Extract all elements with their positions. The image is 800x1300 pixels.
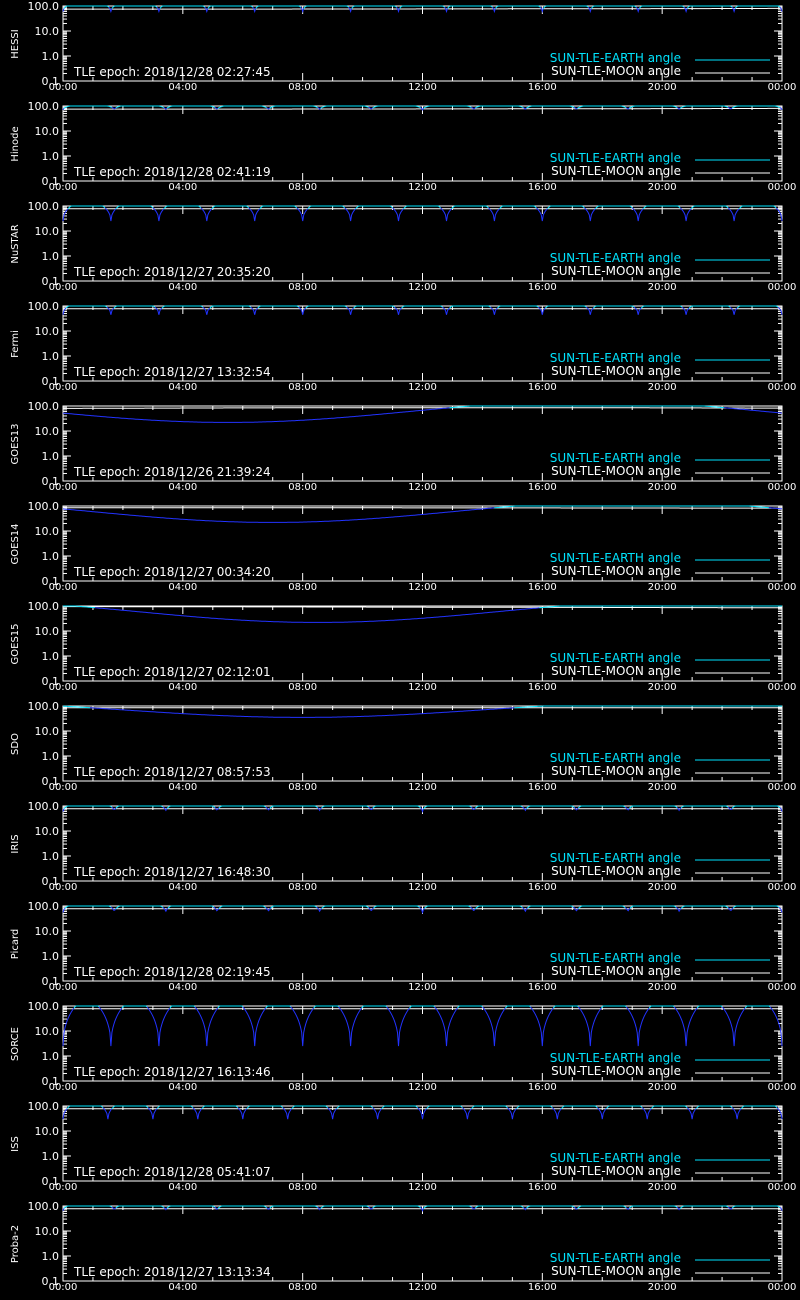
y-tick-label: 1.0 [41, 1250, 59, 1263]
x-tick-label: 12:00 [408, 382, 437, 393]
y-tick-label: 10.0 [34, 1225, 59, 1238]
y-tick-label: 1.0 [41, 250, 59, 263]
y-tick-label: 0.1 [41, 275, 59, 288]
y-tick-label: 10.0 [34, 825, 59, 838]
x-tick-label: 16:00 [527, 82, 557, 93]
x-tick-label: 12:00 [408, 882, 437, 893]
x-tick-label: 00:00 [767, 782, 797, 793]
legend-moon-label: SUN-TLE-MOON angle [551, 564, 681, 578]
y-tick-label: 100.0 [27, 1200, 59, 1213]
x-tick-label: 16:00 [527, 882, 557, 893]
satellite-label: SDO [10, 733, 21, 755]
tle-epoch: TLE epoch: 2018/12/28 02:19:45 [74, 965, 271, 979]
x-tick-label: 00:00 [48, 782, 78, 793]
x-tick-label: 00:00 [48, 882, 78, 893]
legend-earth-label: SUN-TLE-EARTH angle [549, 351, 681, 365]
x-tick-label: 16:00 [527, 1282, 557, 1293]
tle-epoch: TLE epoch: 2018/12/27 16:48:30 [74, 865, 271, 879]
x-tick-label: 00:00 [767, 582, 797, 593]
x-tick-label: 00:00 [767, 182, 797, 193]
satellite-label: NuSTAR [10, 224, 21, 264]
x-tick-label: 16:00 [527, 582, 557, 593]
y-tick-label: 10.0 [34, 725, 59, 738]
y-tick-label: 10.0 [34, 225, 59, 238]
tle-epoch: TLE epoch: 2018/12/26 21:39:24 [74, 465, 271, 479]
tle-epoch: TLE epoch: 2018/12/27 13:32:54 [74, 365, 271, 379]
x-tick-label: 20:00 [647, 1082, 677, 1093]
y-tick-label: 10.0 [34, 25, 59, 38]
satellite-label: GOES14 [10, 523, 21, 565]
y-tick-label: 1.0 [41, 650, 59, 663]
x-tick-label: 00:00 [48, 582, 78, 593]
tle-epoch: TLE epoch: 2018/12/28 05:41:07 [74, 1165, 271, 1179]
y-tick-label: 100.0 [27, 500, 59, 513]
x-tick-label: 00:00 [48, 982, 78, 993]
satellite-label: GOES15 [10, 623, 21, 665]
y-tick-label: 100.0 [27, 1000, 59, 1013]
y-tick-label: 0.1 [41, 175, 59, 188]
y-tick-label: 0.1 [41, 375, 59, 388]
x-tick-label: 20:00 [647, 1182, 677, 1193]
x-tick-label: 12:00 [408, 1082, 437, 1093]
x-tick-label: 16:00 [527, 682, 557, 693]
x-tick-label: 12:00 [408, 582, 437, 593]
y-tick-label: 10.0 [34, 325, 59, 338]
y-tick-label: 1.0 [41, 550, 59, 563]
x-tick-label: 00:00 [767, 282, 797, 293]
y-tick-label: 100.0 [27, 600, 59, 613]
x-tick-label: 16:00 [527, 182, 557, 193]
x-tick-label: 08:00 [288, 1082, 318, 1093]
x-tick-label: 04:00 [168, 82, 198, 93]
y-tick-label: 1.0 [41, 50, 59, 63]
tle-epoch: TLE epoch: 2018/12/27 20:35:20 [74, 265, 271, 279]
satellite-label: HESSI [10, 29, 21, 59]
tle-epoch: TLE epoch: 2018/12/27 02:12:01 [74, 665, 271, 679]
x-tick-label: 16:00 [527, 382, 557, 393]
x-tick-label: 20:00 [647, 582, 677, 593]
legend-moon-label: SUN-TLE-MOON angle [551, 864, 681, 878]
legend-moon-label: SUN-TLE-MOON angle [551, 64, 681, 78]
x-tick-label: 00:00 [767, 382, 797, 393]
y-tick-label: 0.1 [41, 75, 59, 88]
x-tick-label: 00:00 [48, 82, 78, 93]
y-tick-label: 100.0 [27, 0, 59, 13]
y-tick-label: 0.1 [41, 575, 59, 588]
legend-earth-label: SUN-TLE-EARTH angle [549, 1251, 681, 1265]
x-tick-label: 16:00 [527, 282, 557, 293]
x-tick-label: 20:00 [647, 782, 677, 793]
x-tick-label: 08:00 [288, 282, 318, 293]
x-tick-label: 16:00 [527, 1182, 557, 1193]
tle-epoch: TLE epoch: 2018/12/27 13:13:34 [74, 1265, 271, 1279]
x-tick-label: 04:00 [168, 882, 198, 893]
x-tick-label: 08:00 [288, 1282, 318, 1293]
y-tick-label: 100.0 [27, 700, 59, 713]
legend-moon-label: SUN-TLE-MOON angle [551, 164, 681, 178]
x-tick-label: 04:00 [168, 782, 198, 793]
x-tick-label: 08:00 [288, 682, 318, 693]
y-tick-label: 0.1 [41, 1175, 59, 1188]
y-tick-label: 100.0 [27, 300, 59, 313]
legend-moon-label: SUN-TLE-MOON angle [551, 1064, 681, 1078]
y-tick-label: 1.0 [41, 950, 59, 963]
y-tick-label: 0.1 [41, 775, 59, 788]
x-tick-label: 04:00 [168, 1082, 198, 1093]
y-tick-label: 1.0 [41, 1050, 59, 1063]
tle-epoch: TLE epoch: 2018/12/27 00:34:20 [74, 565, 271, 579]
x-tick-label: 04:00 [168, 682, 198, 693]
tle-epoch: TLE epoch: 2018/12/27 08:57:53 [74, 765, 271, 779]
x-tick-label: 16:00 [527, 482, 557, 493]
x-tick-label: 16:00 [527, 1082, 557, 1093]
x-tick-label: 00:00 [767, 82, 797, 93]
x-tick-label: 12:00 [408, 1182, 437, 1193]
legend-earth-label: SUN-TLE-EARTH angle [549, 151, 681, 165]
y-tick-label: 100.0 [27, 400, 59, 413]
y-tick-label: 10.0 [34, 125, 59, 138]
y-tick-label: 10.0 [34, 625, 59, 638]
legend-moon-label: SUN-TLE-MOON angle [551, 364, 681, 378]
tle-epoch: TLE epoch: 2018/12/27 16:13:46 [74, 1065, 271, 1079]
x-tick-label: 04:00 [168, 1182, 198, 1193]
x-tick-label: 20:00 [647, 982, 677, 993]
x-tick-label: 20:00 [647, 182, 677, 193]
y-tick-label: 100.0 [27, 1100, 59, 1113]
satellite-label: Hinode [10, 126, 21, 162]
tle-epoch: TLE epoch: 2018/12/28 02:41:19 [74, 165, 271, 179]
x-tick-label: 00:00 [767, 482, 797, 493]
y-tick-label: 10.0 [34, 425, 59, 438]
y-tick-label: 1.0 [41, 1150, 59, 1163]
x-tick-label: 04:00 [168, 1282, 198, 1293]
x-tick-label: 08:00 [288, 82, 318, 93]
legend-earth-label: SUN-TLE-EARTH angle [549, 451, 681, 465]
y-tick-label: 10.0 [34, 1125, 59, 1138]
legend-moon-label: SUN-TLE-MOON angle [551, 764, 681, 778]
x-tick-label: 08:00 [288, 182, 318, 193]
x-tick-label: 00:00 [48, 182, 78, 193]
y-tick-label: 1.0 [41, 150, 59, 163]
legend-earth-label: SUN-TLE-EARTH angle [549, 1151, 681, 1165]
y-tick-label: 1.0 [41, 750, 59, 763]
x-tick-label: 20:00 [647, 1282, 677, 1293]
x-tick-label: 00:00 [48, 1182, 78, 1193]
legend-moon-label: SUN-TLE-MOON angle [551, 464, 681, 478]
x-tick-label: 00:00 [767, 982, 797, 993]
x-tick-label: 00:00 [48, 482, 78, 493]
x-tick-label: 20:00 [647, 682, 677, 693]
x-tick-label: 00:00 [48, 1282, 78, 1293]
x-tick-label: 04:00 [168, 582, 198, 593]
x-tick-label: 20:00 [647, 882, 677, 893]
x-tick-label: 12:00 [408, 482, 437, 493]
satellite-label: IRIS [10, 834, 21, 854]
legend-moon-label: SUN-TLE-MOON angle [551, 964, 681, 978]
tle-epoch: TLE epoch: 2018/12/28 02:27:45 [74, 65, 271, 79]
x-tick-label: 08:00 [288, 582, 318, 593]
x-tick-label: 08:00 [288, 882, 318, 893]
legend-moon-label: SUN-TLE-MOON angle [551, 1264, 681, 1278]
x-tick-label: 08:00 [288, 382, 318, 393]
y-tick-label: 1.0 [41, 850, 59, 863]
y-tick-label: 0.1 [41, 675, 59, 688]
satellite-label: Proba-2 [10, 1224, 21, 1264]
satellite-label: SORCE [10, 1027, 21, 1061]
x-tick-label: 12:00 [408, 982, 437, 993]
x-tick-label: 16:00 [527, 782, 557, 793]
y-tick-label: 0.1 [41, 475, 59, 488]
y-tick-label: 0.1 [41, 1275, 59, 1288]
x-tick-label: 08:00 [288, 782, 318, 793]
x-tick-label: 04:00 [168, 482, 198, 493]
x-tick-label: 00:00 [767, 1182, 797, 1193]
y-tick-label: 1.0 [41, 350, 59, 363]
y-tick-label: 10.0 [34, 1025, 59, 1038]
legend-earth-label: SUN-TLE-EARTH angle [549, 51, 681, 65]
x-tick-label: 12:00 [408, 82, 437, 93]
x-tick-label: 04:00 [168, 282, 198, 293]
x-tick-label: 04:00 [168, 182, 198, 193]
y-tick-label: 1.0 [41, 450, 59, 463]
x-tick-label: 00:00 [48, 682, 78, 693]
legend-earth-label: SUN-TLE-EARTH angle [549, 851, 681, 865]
satellite-label: Picard [10, 928, 21, 960]
x-tick-label: 00:00 [48, 1082, 78, 1093]
x-tick-label: 00:00 [767, 1282, 797, 1293]
x-tick-label: 20:00 [647, 82, 677, 93]
y-tick-label: 0.1 [41, 975, 59, 988]
x-tick-label: 04:00 [168, 382, 198, 393]
x-tick-label: 00:00 [767, 882, 797, 893]
x-tick-label: 00:00 [767, 682, 797, 693]
y-tick-label: 100.0 [27, 800, 59, 813]
y-tick-label: 100.0 [27, 900, 59, 913]
legend-earth-label: SUN-TLE-EARTH angle [549, 251, 681, 265]
satellite-label: ISS [10, 1136, 21, 1152]
x-tick-label: 04:00 [168, 982, 198, 993]
x-tick-label: 00:00 [767, 1082, 797, 1093]
legend-earth-label: SUN-TLE-EARTH angle [549, 751, 681, 765]
satellite-label: Fermi [10, 330, 21, 358]
legend-moon-label: SUN-TLE-MOON angle [551, 664, 681, 678]
y-tick-label: 100.0 [27, 200, 59, 213]
y-tick-label: 100.0 [27, 100, 59, 113]
x-tick-label: 16:00 [527, 982, 557, 993]
y-tick-label: 10.0 [34, 925, 59, 938]
x-tick-label: 08:00 [288, 982, 318, 993]
satellite-label: GOES13 [10, 423, 21, 465]
y-tick-label: 10.0 [34, 525, 59, 538]
x-tick-label: 08:00 [288, 482, 318, 493]
x-tick-label: 12:00 [408, 782, 437, 793]
x-tick-label: 12:00 [408, 1282, 437, 1293]
legend-earth-label: SUN-TLE-EARTH angle [549, 651, 681, 665]
x-tick-label: 08:00 [288, 1182, 318, 1193]
x-tick-label: 12:00 [408, 682, 437, 693]
y-tick-label: 0.1 [41, 1075, 59, 1088]
x-tick-label: 12:00 [408, 182, 437, 193]
legend-earth-label: SUN-TLE-EARTH angle [549, 1051, 681, 1065]
y-tick-label: 0.1 [41, 875, 59, 888]
x-tick-label: 00:00 [48, 382, 78, 393]
legend-moon-label: SUN-TLE-MOON angle [551, 1164, 681, 1178]
x-tick-label: 00:00 [48, 282, 78, 293]
x-tick-label: 12:00 [408, 282, 437, 293]
legend-earth-label: SUN-TLE-EARTH angle [549, 551, 681, 565]
x-tick-label: 20:00 [647, 482, 677, 493]
legend-earth-label: SUN-TLE-EARTH angle [549, 951, 681, 965]
x-tick-label: 20:00 [647, 382, 677, 393]
legend-moon-label: SUN-TLE-MOON angle [551, 264, 681, 278]
x-tick-label: 20:00 [647, 282, 677, 293]
